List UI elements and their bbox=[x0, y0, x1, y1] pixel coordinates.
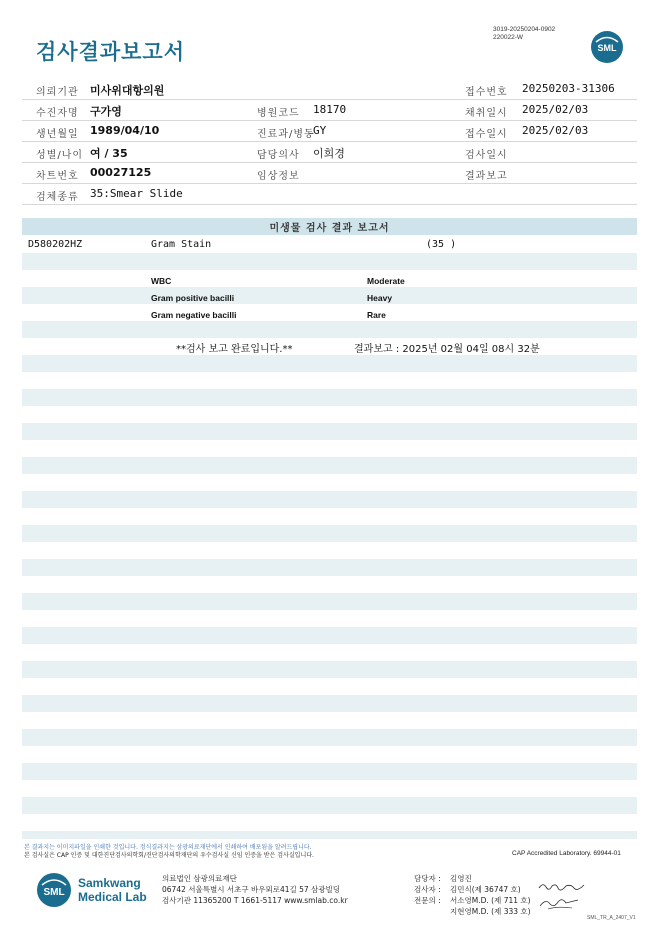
staff-tester-label: 검사자 : bbox=[414, 885, 441, 894]
stripe bbox=[22, 253, 637, 270]
label-result-report: 결과보고 bbox=[465, 171, 508, 182]
signature-tester bbox=[538, 880, 586, 892]
sml-logo-bottom-icon bbox=[36, 872, 72, 908]
form-version: SML_TR_A_2407_V1 bbox=[587, 915, 636, 921]
address-line2: 06742 서울특별시 서초구 바우뫼로41길 57 삼광빌딩 bbox=[162, 885, 341, 894]
stripe bbox=[22, 321, 637, 338]
label-receipt-number: 접수번호 bbox=[465, 87, 508, 98]
label-birth-date: 생년월일 bbox=[36, 129, 79, 140]
label-specimen-type: 검체종류 bbox=[36, 192, 79, 203]
report-time: 결과보고 : 2025년 02월 04일 08시 32분 bbox=[354, 344, 540, 355]
info-row-2 bbox=[22, 100, 637, 121]
staff-manager-label: 담당자 : bbox=[414, 874, 441, 883]
footnote-image-notice: 본 결과지는 이미지파일을 인쇄한 것입니다. 정식결과지는 삼광의료재단에서 인쇄하여 배포됨을 알려드립니다. bbox=[24, 844, 312, 851]
stripe bbox=[22, 457, 637, 474]
staff-specialist1-value: 서소영M.D. (제 711 호) bbox=[450, 896, 531, 905]
result-value: Moderate bbox=[367, 276, 405, 286]
stripe bbox=[22, 831, 637, 839]
staff-manager-value: 김영진 bbox=[450, 874, 472, 883]
value-patient-name: 구가영 bbox=[90, 105, 122, 118]
brand-name bbox=[78, 876, 147, 904]
sml-logo-bottom-text: SML bbox=[43, 887, 65, 898]
stripe bbox=[22, 559, 637, 576]
staff-specialist-label: 전문의 : bbox=[414, 896, 441, 905]
value-receipt-date: 2025/02/03 bbox=[522, 124, 589, 137]
stripe bbox=[22, 287, 637, 304]
label-patient-name: 수진자명 bbox=[36, 108, 79, 119]
result-value: Rare bbox=[367, 310, 386, 320]
staff-specialist2-value: 지현영M.D. (제 333 호) bbox=[450, 907, 531, 916]
test-code: D580202HZ bbox=[28, 239, 83, 250]
value-hospital-code: 18170 bbox=[313, 103, 347, 116]
document-id-line1: 3019-20250204-0902 bbox=[493, 26, 556, 33]
stripe bbox=[22, 661, 637, 678]
label-chart-number: 차트번호 bbox=[36, 171, 79, 182]
section-title: 미생물 검사 결과 보고서 bbox=[269, 223, 390, 234]
value-receipt-number: 20250203-31306 bbox=[522, 82, 615, 95]
test-name: Gram Stain bbox=[151, 239, 212, 250]
stripe bbox=[22, 593, 637, 610]
stripe bbox=[22, 389, 637, 406]
document-id bbox=[493, 26, 555, 42]
address-line1: 의료법인 삼광의료재단 bbox=[162, 874, 237, 883]
label-collection-date: 채취일시 bbox=[465, 108, 508, 119]
value-sex-age: 여 / 35 bbox=[90, 147, 128, 160]
label-clinical-info: 임상정보 bbox=[257, 171, 300, 182]
sml-logo-icon bbox=[590, 30, 624, 64]
result-value: Heavy bbox=[367, 293, 393, 303]
value-department: GY bbox=[313, 124, 327, 137]
cap-accreditation: CAP Accredited Laboratory. 69944-01 bbox=[512, 850, 621, 857]
label-doctor: 담당의사 bbox=[257, 150, 300, 161]
label-sex-age: 성별/나이 bbox=[36, 150, 84, 161]
info-row-5 bbox=[22, 163, 637, 184]
test-value: (35 ) bbox=[426, 239, 457, 250]
stripe bbox=[22, 797, 637, 814]
label-receipt-date: 접수일시 bbox=[465, 129, 508, 140]
value-specimen-type: 35:Smear Slide bbox=[90, 187, 183, 200]
document-id-line2: 220022-W bbox=[493, 34, 523, 41]
stripe bbox=[22, 491, 637, 508]
info-row-3 bbox=[22, 121, 637, 142]
page-title: 검사결과보고서 bbox=[36, 40, 186, 64]
brand-line1: Samkwang bbox=[78, 876, 141, 890]
value-birth-date: 1989/04/10 bbox=[90, 124, 160, 137]
staff-tester-value: 김민식(제 36747 호) bbox=[450, 885, 521, 894]
label-hospital-code: 병원코드 bbox=[257, 108, 300, 119]
label-department: 진료과/병동 bbox=[257, 129, 315, 140]
label-test-date: 검사일시 bbox=[465, 150, 508, 161]
value-chart-number: 00027125 bbox=[90, 166, 152, 179]
result-label: WBC bbox=[151, 276, 172, 286]
value-collection-date: 2025/02/03 bbox=[522, 103, 589, 116]
info-row-6 bbox=[22, 184, 637, 205]
label-requesting-clinic: 의뢰기관 bbox=[36, 87, 79, 98]
stripe bbox=[22, 423, 637, 440]
stripe bbox=[22, 763, 637, 780]
completion-message: **검사 보고 완료입니다.** bbox=[176, 344, 293, 355]
result-label: Gram negative bacilli bbox=[151, 310, 237, 320]
address-line3: 검사기관 11365200 T 1661-5117 www.smlab.co.kr bbox=[162, 896, 348, 905]
stripe bbox=[22, 627, 637, 644]
info-row-4 bbox=[22, 142, 637, 163]
sml-logo-text: SML bbox=[597, 43, 617, 53]
stripe bbox=[22, 525, 637, 542]
footnote-certification: 본 검사실은 CAP 인증 및 대한진단검사의학회/진단검사의학재단의 우수검사실 신임 인증을 받은 검사실입니다. bbox=[24, 852, 314, 859]
result-label: Gram positive bacilli bbox=[151, 293, 235, 303]
stripe bbox=[22, 695, 637, 712]
brand-line2: Medical Lab bbox=[78, 890, 147, 904]
stripe bbox=[22, 355, 637, 372]
value-requesting-clinic: 미사위대항의원 bbox=[90, 84, 165, 97]
value-doctor: 이희경 bbox=[313, 147, 345, 160]
stripe bbox=[22, 729, 637, 746]
info-row-1 bbox=[22, 79, 637, 100]
signature-specialist bbox=[538, 894, 582, 912]
